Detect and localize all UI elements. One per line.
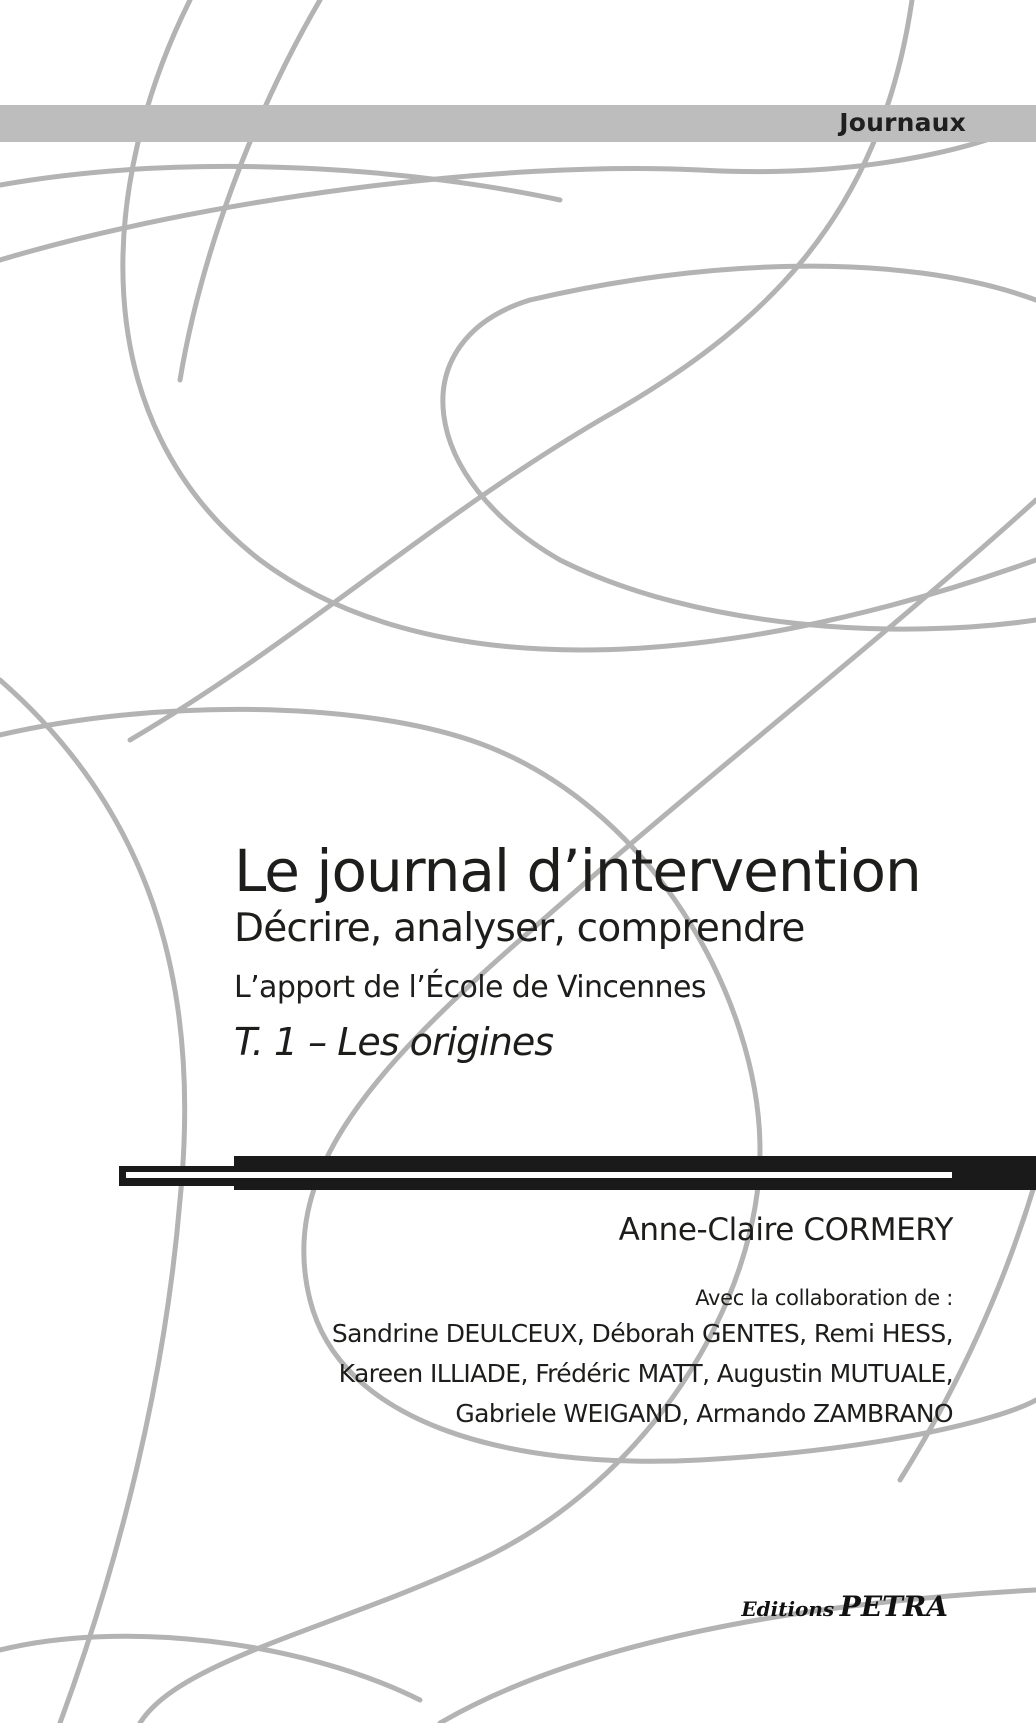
decorative-rule-inner [126, 1172, 952, 1178]
author-name: Anne-Claire CORMERY [618, 1212, 953, 1248]
curve-line [123, 0, 1036, 650]
book-title: Le journal d’intervention [234, 837, 921, 905]
collaborators-line: Sandrine DEULCEUX, Déborah GENTES, Remi HESS, [331, 1319, 953, 1348]
curve-line [0, 166, 560, 200]
collaborators-line: Gabriele WEIGAND, Armando ZAMBRANO [455, 1399, 953, 1428]
curve-line [180, 0, 320, 380]
title-block [234, 838, 974, 1065]
collaborators-line: Kareen ILLIADE, Frédéric MATT, Augustin MUTUALE, [338, 1359, 953, 1388]
volume-label: T. 1 – Les origines [234, 1019, 553, 1064]
collaboration-block [332, 1282, 953, 1434]
book-subtitle: Décrire, analyser, comprendre [234, 905, 805, 951]
collaboration-intro: Avec la collaboration de : [695, 1286, 953, 1310]
publisher-name: PETRA [839, 1590, 948, 1623]
book-subtitle-secondary: L’apport de l’École de Vincennes [234, 969, 706, 1005]
series-band [0, 105, 1036, 142]
curve-line [0, 680, 185, 1723]
curve-line [443, 266, 1036, 629]
series-label: Journaux [839, 108, 966, 137]
publisher-prefix: Editions [741, 1597, 835, 1621]
publisher-logo [741, 1590, 948, 1623]
